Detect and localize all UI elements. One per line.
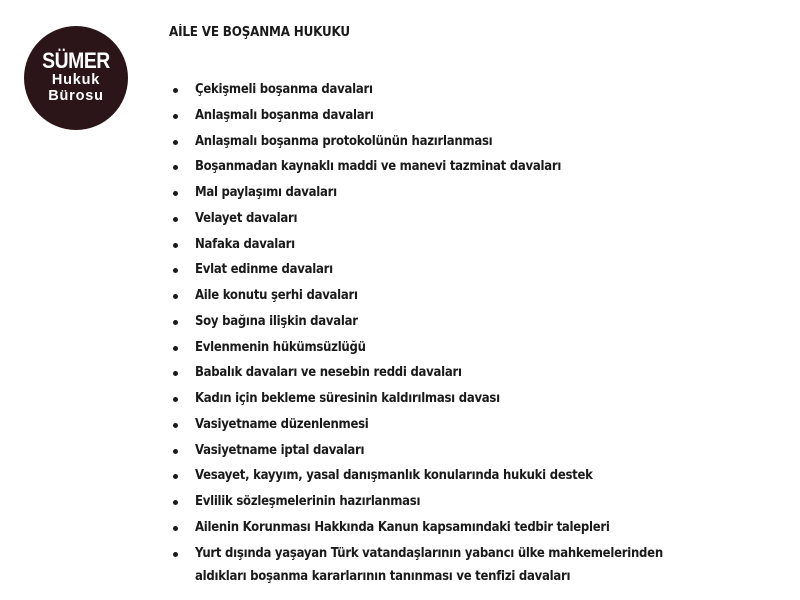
bullet-icon: [173, 114, 178, 119]
bullet-icon: [173, 397, 178, 402]
list-item: [169, 284, 769, 307]
list-item-label: Velayet davaları: [195, 210, 298, 226]
list-item-label: Çekişmeli boşanma davaları: [195, 82, 373, 97]
bullet-icon: [173, 243, 178, 248]
list-item-label: Nafaka davaları: [195, 236, 295, 252]
list-item: [169, 464, 769, 487]
list-item: [169, 207, 769, 230]
list-item: [169, 233, 769, 256]
list-item: [169, 258, 769, 281]
list-item-label: Mal paylaşımı davaları: [195, 185, 337, 200]
bullet-icon: [173, 552, 178, 557]
list-item-label: Babalık davaları ve nesebin reddi davaları: [195, 365, 462, 381]
list-item-label: Aile konutu şerhi davaları: [195, 288, 358, 303]
list-item-label: Anlaşmalı boşanma protokolünün hazırlanması: [195, 133, 493, 149]
logo[interactable]: [24, 26, 128, 130]
list-item: [169, 104, 769, 127]
bullet-icon: [173, 268, 178, 273]
list-item: [169, 413, 769, 436]
list-item: [169, 155, 769, 178]
list-item-label: Ailenin Korunması Hakkında Kanun kapsamındaki tedbir talepleri: [195, 519, 610, 535]
list-item: [169, 439, 769, 462]
page-title: AİLE VE BOŞANMA HUKUKU: [169, 25, 350, 40]
bullet-icon: [173, 526, 178, 531]
services-list: [169, 78, 769, 590]
bullet-icon: [173, 371, 178, 376]
list-item: [169, 310, 769, 333]
list-item: [169, 336, 769, 359]
list-item-label: Evlilik sözleşmelerinin hazırlanması: [195, 494, 421, 509]
list-item: [169, 181, 769, 204]
list-item: [169, 542, 769, 588]
bullet-icon: [173, 474, 178, 479]
list-item-label: Vesayet, kayyım, yasal danışmanlık konularında hukuki destek: [195, 468, 593, 484]
list-item-label: Vasiyetname iptal davaları: [195, 442, 365, 458]
bullet-icon: [173, 294, 178, 299]
bullet-icon: [173, 500, 178, 505]
bullet-icon: [173, 320, 178, 325]
list-item: [169, 387, 769, 410]
logo-line-2: Hukuk: [51, 72, 101, 88]
list-item-label: Yurt dışında yaşayan Türk vatandaşlarının yabancı ülke mahkemelerinden aldıkları boşanma kararlarının tanınması ve tenfizi davaları: [195, 545, 663, 584]
list-item-label: Soy bağına ilişkin davalar: [195, 313, 358, 329]
logo-line-1: SÜMER: [42, 48, 110, 73]
list-item-label: Evlenmenin hükümsüzlüğü: [195, 339, 366, 355]
list-item-label: Evlat edinme davaları: [195, 262, 333, 278]
bullet-icon: [173, 140, 178, 145]
list-item: [169, 130, 769, 153]
list-item: [169, 78, 769, 101]
bullet-icon: [173, 423, 178, 428]
bullet-icon: [173, 449, 178, 454]
bullet-icon: [173, 88, 178, 93]
bullet-icon: [173, 191, 178, 196]
list-item-label: Vasiyetname düzenlenmesi: [195, 416, 369, 432]
list-item: [169, 361, 769, 384]
bullet-icon: [173, 346, 178, 351]
list-item-label: Boşanmadan kaynaklı maddi ve manevi tazminat davaları: [195, 159, 562, 175]
list-item-label: Anlaşmalı boşanma davaları: [195, 107, 374, 123]
list-item-label: Kadın için bekleme süresinin kaldırılması davası: [195, 391, 500, 406]
bullet-icon: [173, 165, 178, 170]
list-item: [169, 490, 769, 513]
logo-line-3: Bürosu: [48, 88, 104, 104]
bullet-icon: [173, 217, 178, 222]
list-item: [169, 516, 769, 539]
